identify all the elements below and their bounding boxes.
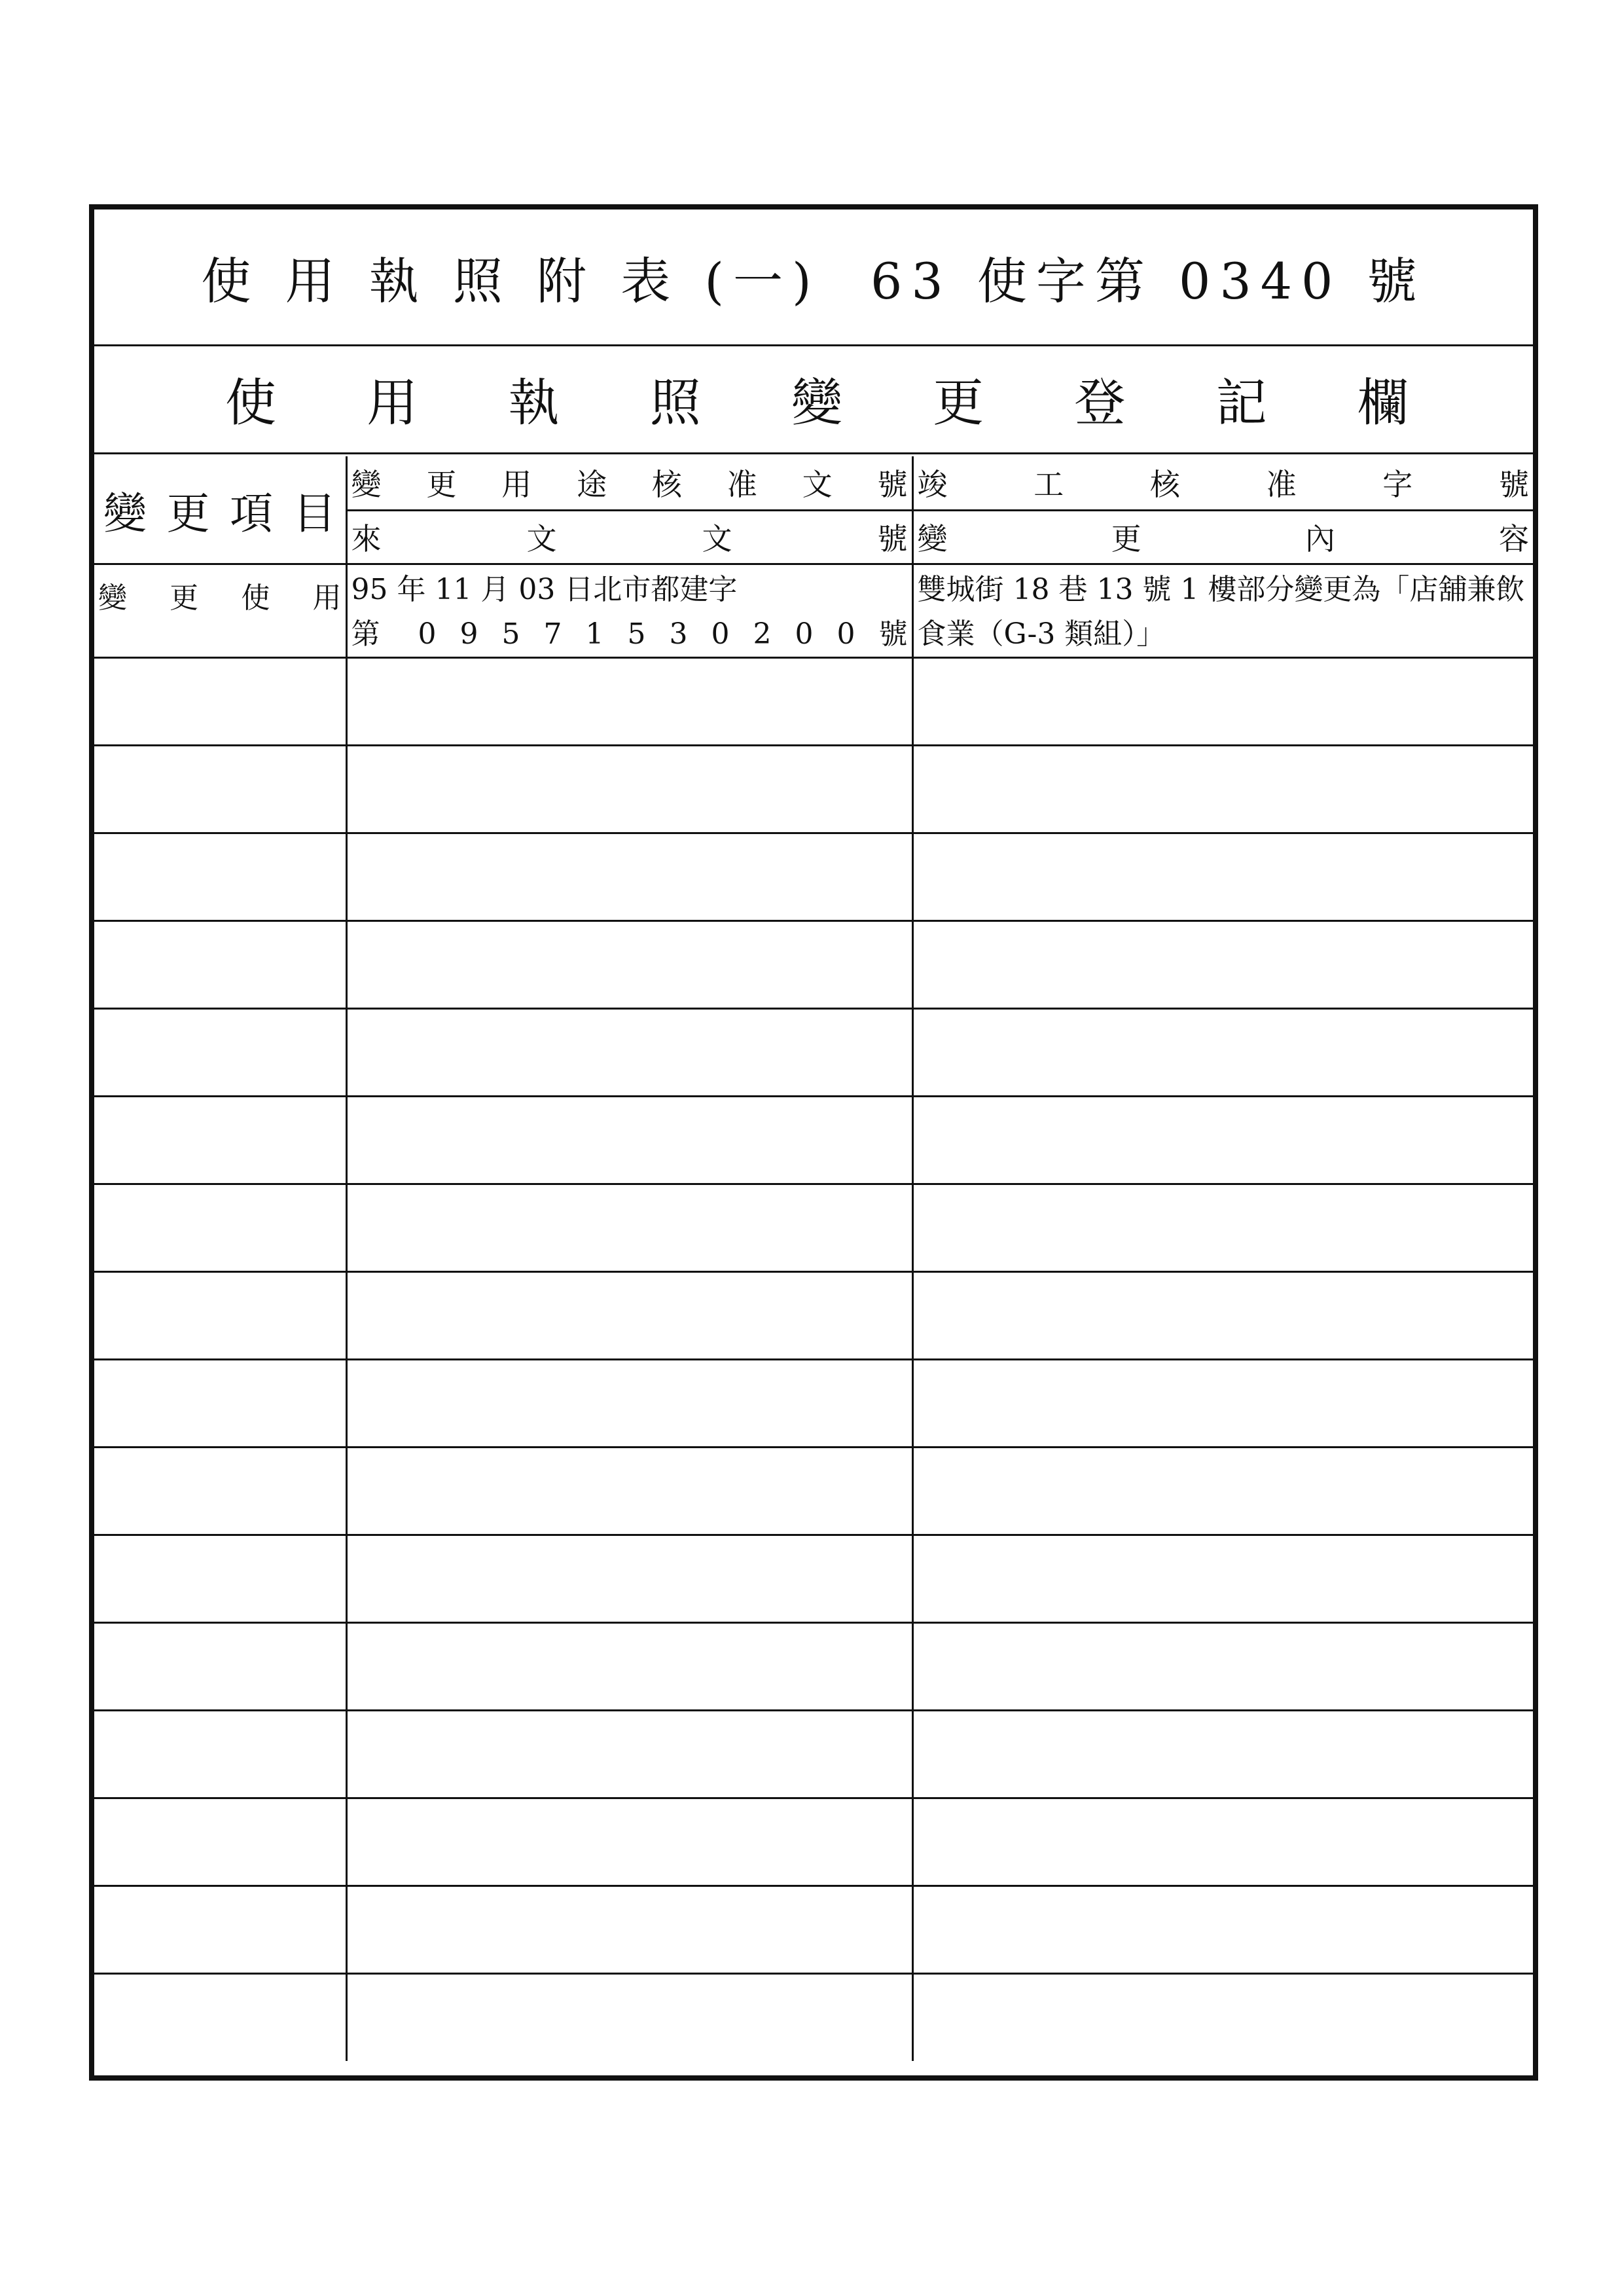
empty-cell bbox=[94, 1184, 346, 1271]
empty-cell bbox=[912, 1359, 1533, 1447]
subtitle-char: 記 bbox=[1215, 373, 1267, 433]
empty-cell bbox=[94, 1096, 346, 1184]
empty-cell bbox=[912, 833, 1533, 920]
empty-cell bbox=[912, 1798, 1533, 1886]
empty-cell bbox=[94, 1973, 346, 2061]
change-register-table bbox=[94, 456, 1533, 2061]
header-change-content: 變 更 內 容 bbox=[912, 510, 1533, 564]
empty-cell bbox=[94, 1447, 346, 1535]
empty-cell bbox=[94, 1008, 346, 1096]
empty-cell bbox=[912, 1184, 1533, 1271]
empty-cell bbox=[912, 1271, 1533, 1359]
table-row-empty bbox=[94, 1710, 1533, 1798]
empty-cell bbox=[912, 1973, 1533, 2061]
empty-cell bbox=[346, 1710, 912, 1798]
empty-cell bbox=[912, 920, 1533, 1008]
subtitle-char: 用 bbox=[367, 373, 418, 433]
title-row bbox=[94, 210, 1533, 346]
empty-cell bbox=[346, 1008, 912, 1096]
header-change-item: 變更項目 bbox=[94, 456, 346, 564]
empty-cell bbox=[346, 920, 912, 1008]
table-row-empty bbox=[94, 657, 1533, 745]
empty-cell bbox=[94, 1535, 346, 1622]
empty-cell bbox=[346, 833, 912, 920]
empty-cell bbox=[94, 833, 346, 920]
row-change-content: 雙城街 18 巷 13 號 1 樓部分變更為「店舖兼飲食業（G-3 類組）」 bbox=[912, 564, 1533, 657]
empty-cell bbox=[94, 1359, 346, 1447]
table-row-empty bbox=[94, 1886, 1533, 1973]
empty-cell bbox=[346, 1184, 912, 1271]
doc-number-line2: 第 0 9 5 7 1 5 3 0 2 0 0 號 bbox=[351, 617, 908, 651]
empty-cell bbox=[94, 657, 346, 745]
subtitle-char: 照 bbox=[649, 373, 701, 433]
empty-cell bbox=[346, 1535, 912, 1622]
empty-cell bbox=[912, 1886, 1533, 1973]
subtitle-char: 欄 bbox=[1357, 373, 1409, 433]
subtitle-char: 執 bbox=[508, 373, 560, 433]
header-completion-doc: 竣 工 核 准 字 號 bbox=[912, 456, 1533, 510]
table-row-empty bbox=[94, 1096, 1533, 1184]
table-row-empty bbox=[94, 1184, 1533, 1271]
empty-cell bbox=[912, 1447, 1533, 1535]
empty-cell bbox=[346, 1798, 912, 1886]
table-row-empty bbox=[94, 1359, 1533, 1447]
empty-cell bbox=[94, 1710, 346, 1798]
empty-cell bbox=[94, 1798, 346, 1886]
doc-number-line1: 95 年 11 月 03 日北市都建字 bbox=[351, 572, 738, 606]
table-row-empty bbox=[94, 1271, 1533, 1359]
subtitle-row bbox=[94, 344, 1533, 454]
empty-cell bbox=[346, 1359, 912, 1447]
row-doc-number bbox=[346, 564, 912, 657]
empty-cell bbox=[94, 1622, 346, 1710]
empty-cell bbox=[94, 745, 346, 833]
empty-cell bbox=[912, 745, 1533, 833]
empty-cell bbox=[94, 1886, 346, 1973]
empty-cell bbox=[94, 920, 346, 1008]
empty-cell bbox=[912, 1710, 1533, 1798]
empty-cell bbox=[346, 1886, 912, 1973]
table-row-empty bbox=[94, 745, 1533, 833]
subtitle-char: 變 bbox=[791, 373, 842, 433]
empty-cell bbox=[346, 657, 912, 745]
empty-cell bbox=[912, 657, 1533, 745]
table-row-empty bbox=[94, 1622, 1533, 1710]
empty-cell bbox=[94, 1271, 346, 1359]
empty-cell bbox=[912, 1008, 1533, 1096]
empty-cell bbox=[912, 1622, 1533, 1710]
table-row-empty bbox=[94, 1973, 1533, 2061]
empty-cell bbox=[346, 745, 912, 833]
table-row bbox=[94, 564, 1533, 657]
subtitle-char: 登 bbox=[1074, 373, 1126, 433]
header-row-1 bbox=[94, 456, 1533, 510]
table-row-empty bbox=[94, 1535, 1533, 1622]
table-row-empty bbox=[94, 833, 1533, 920]
header-incoming-doc: 來 文 文 號 bbox=[346, 510, 912, 564]
table-row-empty bbox=[94, 1008, 1533, 1096]
empty-cell bbox=[346, 1447, 912, 1535]
empty-cell bbox=[912, 1535, 1533, 1622]
table-row-empty bbox=[94, 920, 1533, 1008]
empty-cell bbox=[346, 1622, 912, 1710]
table-row-empty bbox=[94, 1798, 1533, 1886]
row-change-item: 變 更 使 用 bbox=[94, 564, 346, 657]
header-approval-doc: 變 更 用 途 核 准 文 號 bbox=[346, 456, 912, 510]
table-row-empty bbox=[94, 1447, 1533, 1535]
empty-cell bbox=[346, 1096, 912, 1184]
permit-annex-frame bbox=[89, 204, 1538, 2081]
subtitle-char: 使 bbox=[225, 373, 277, 433]
empty-cell bbox=[912, 1096, 1533, 1184]
subtitle-char: 更 bbox=[933, 373, 984, 433]
document-title: 使 用 執 照 附 表 (一) 63 使字第 0340 號 bbox=[201, 251, 1426, 310]
empty-cell bbox=[346, 1973, 912, 2061]
empty-cell bbox=[346, 1271, 912, 1359]
